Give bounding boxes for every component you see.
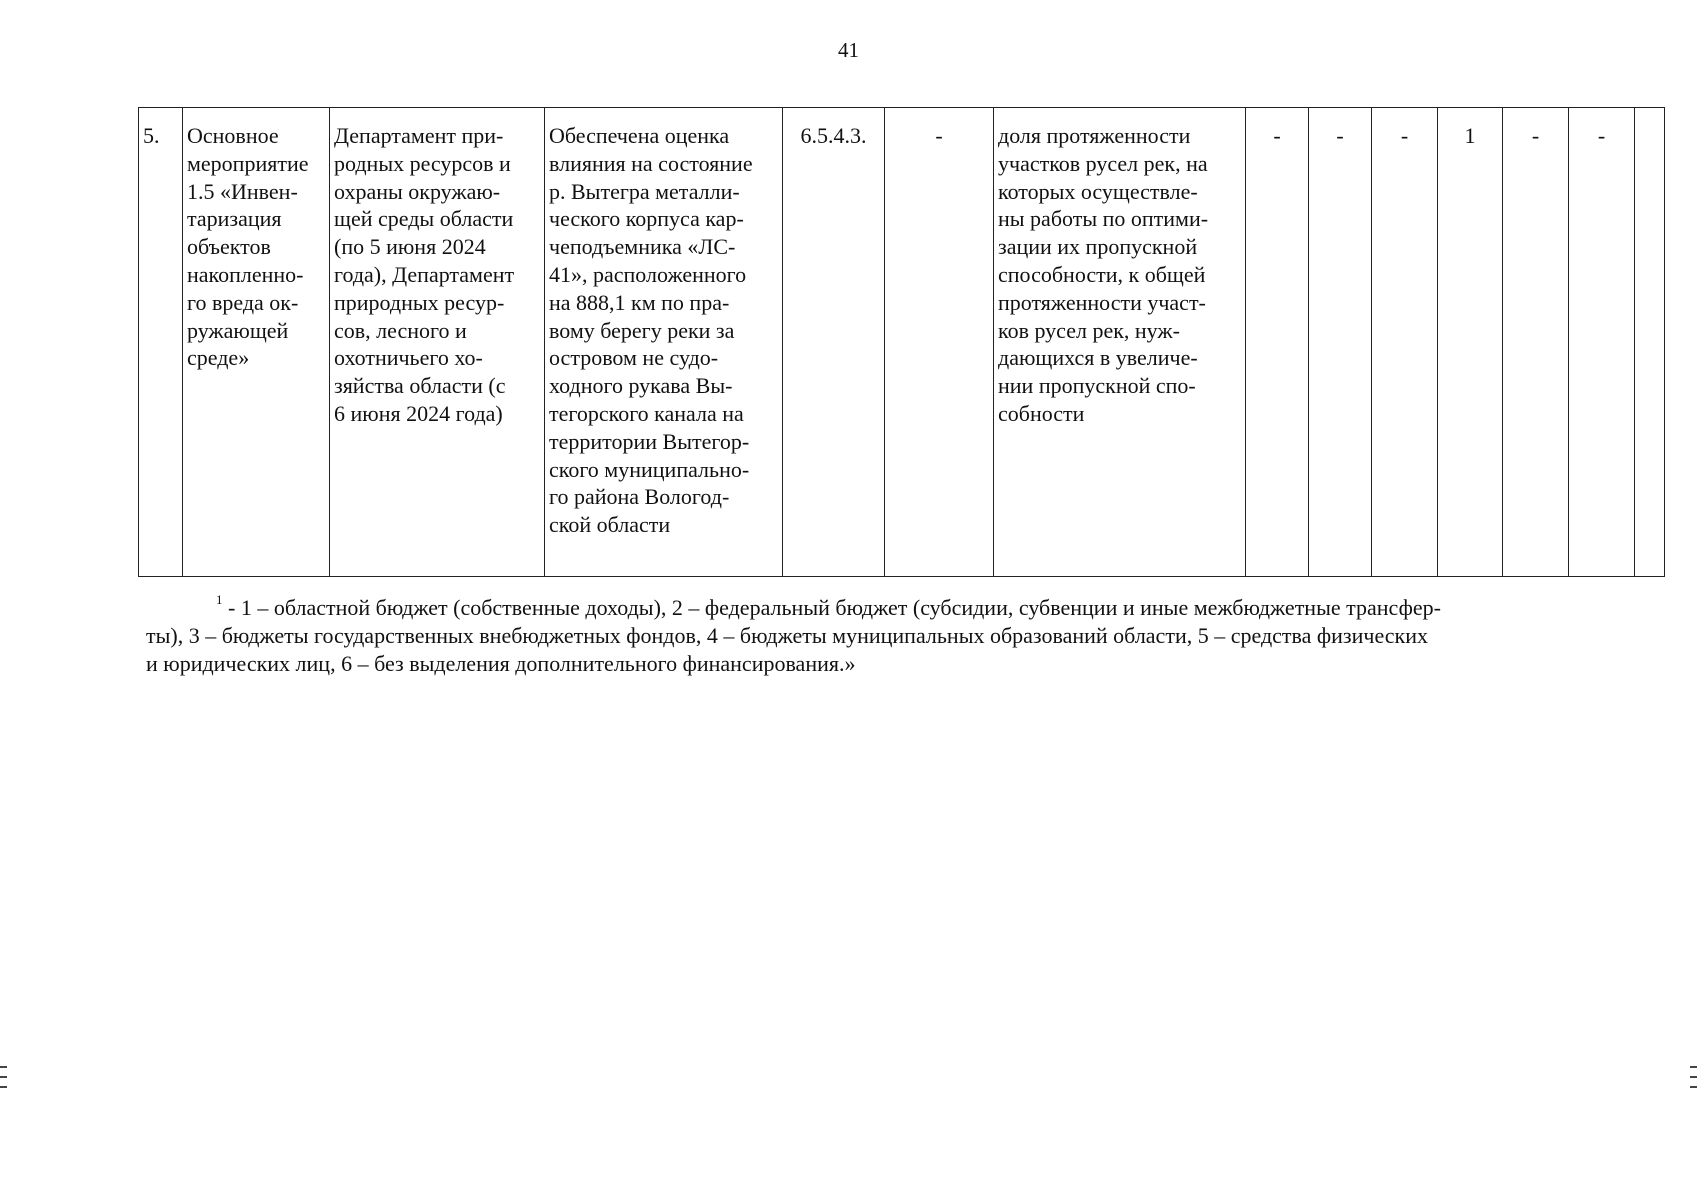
indicator-line: доля протяженности [998,123,1191,148]
indicator-line: которых осуществле- [998,178,1198,204]
event-line: среде» [187,345,250,371]
table-row [139,108,1665,577]
event-line: Основное [187,123,279,148]
executor-line: сов, лесного и [334,317,467,343]
result-cell [545,108,783,577]
funding-value: 1 [1464,123,1476,148]
event-line: го вреда ок- [187,289,299,315]
footnote-line-3: и юридических лиц, 6 – без выделения дополнительного финансирования.» [146,651,856,676]
event-line: 1.5 «Инвен- [187,178,298,204]
indicator-line: участков русел рек, на [998,150,1208,176]
funding-value: - [1273,123,1281,148]
funding-source-2-cell [1309,108,1372,577]
code-cell [783,108,885,577]
result-line: р. Вытегра металли- [549,178,740,204]
funding-value: - [1597,123,1606,148]
funding-source-1-cell [1246,108,1309,577]
scan-edge-mark [0,1076,7,1078]
indicator-line: зации их пропускной [998,234,1198,260]
funding-source-6-cell [1569,108,1635,577]
indicator-line: собности [998,400,1085,426]
result-line: ходного рукава Вы- [549,373,733,399]
executor-line: (по 5 июня 2024 [334,234,486,260]
executor-cell [330,108,545,577]
funding-value: - [1336,123,1344,148]
result-line: ческого корпуса кар- [549,206,744,232]
result-line: на 888,1 км по пра- [549,289,730,315]
result-line: ского муниципально- [549,456,750,482]
page-number: 41 [838,38,859,62]
executor-line: родных ресурсов и [334,150,511,176]
funding-source-5-cell [1503,108,1569,577]
event-line: мероприятие [187,150,309,176]
footnote-line-1 [146,594,1636,622]
dash-cell [885,108,994,577]
executor-line: Департамент при- [334,123,504,148]
executor-line: года), Департамент [334,261,515,287]
row-number-cell [139,108,183,577]
scan-edge-mark [0,1066,7,1068]
funding-source-3-cell [1372,108,1438,577]
footnote-marker: 1 [216,592,223,607]
result-line: чеподъемника «ЛС- [549,234,736,260]
footnote [146,594,1636,678]
result-line: Обеспечена оценка [549,123,730,148]
event-line: объектов [187,234,271,260]
result-line: го района Вологод- [549,484,730,510]
indicator-line: дающихся в увеличе- [998,345,1198,371]
result-line: влияния на состояние [549,150,753,176]
footnote-line-2: ты), 3 – бюджеты государственных внебюджетных фондов, 4 – бюджеты муниципальных образований области, 5 – средства физических [146,623,1428,648]
funding-source-4-cell [1438,108,1503,577]
row-number: 5. [143,123,160,148]
executor-line: зяйства области (с [334,373,506,399]
indicator-line: протяженности участ- [998,289,1206,315]
dash-value: - [935,123,943,148]
indicator-code: 6.5.4.3. [800,123,867,148]
indicator-line: нии пропускной спо- [998,373,1196,399]
result-line: территории Вытегор- [549,428,750,454]
empty-edge-cell [1635,108,1665,577]
result-line: 41», расположенного [549,261,747,287]
scan-edge-mark [1690,1066,1697,1068]
funding-value: - [1400,123,1409,148]
event-line: накопленно- [187,261,304,287]
scan-edge-mark [0,1086,7,1088]
event-line: таризация [187,206,282,232]
executor-line: щей среды области [334,206,514,232]
indicator-line: ков русел рек, нуж- [998,317,1180,343]
executor-line: природных ресур- [334,289,505,315]
result-line: ской области [549,512,671,538]
indicator-cell [994,108,1246,577]
event-line: ружающей [187,317,289,343]
result-line: островом не судо- [549,345,719,371]
funding-value: - [1531,123,1540,148]
result-line: вому берегу реки за [549,317,735,343]
scan-edge-mark [1690,1086,1697,1088]
indicator-line: ны работы по оптими- [998,206,1209,232]
measures-table [138,107,1665,577]
executor-line: охотничьего хо- [334,345,483,371]
indicator-line: способности, к общей [998,261,1206,287]
executor-line: 6 июня 2024 года) [334,400,503,426]
scan-edge-mark [1690,1076,1697,1078]
executor-line: охраны окружаю- [334,178,501,204]
event-cell [183,108,330,577]
footnote-text-1: - 1 – областной бюджет (собственные доходы), 2 – федеральный бюджет (субсидии, субвенции и иные межбюджетные трансфер- [222,595,1441,620]
result-line: тегорского канала на [549,400,744,426]
